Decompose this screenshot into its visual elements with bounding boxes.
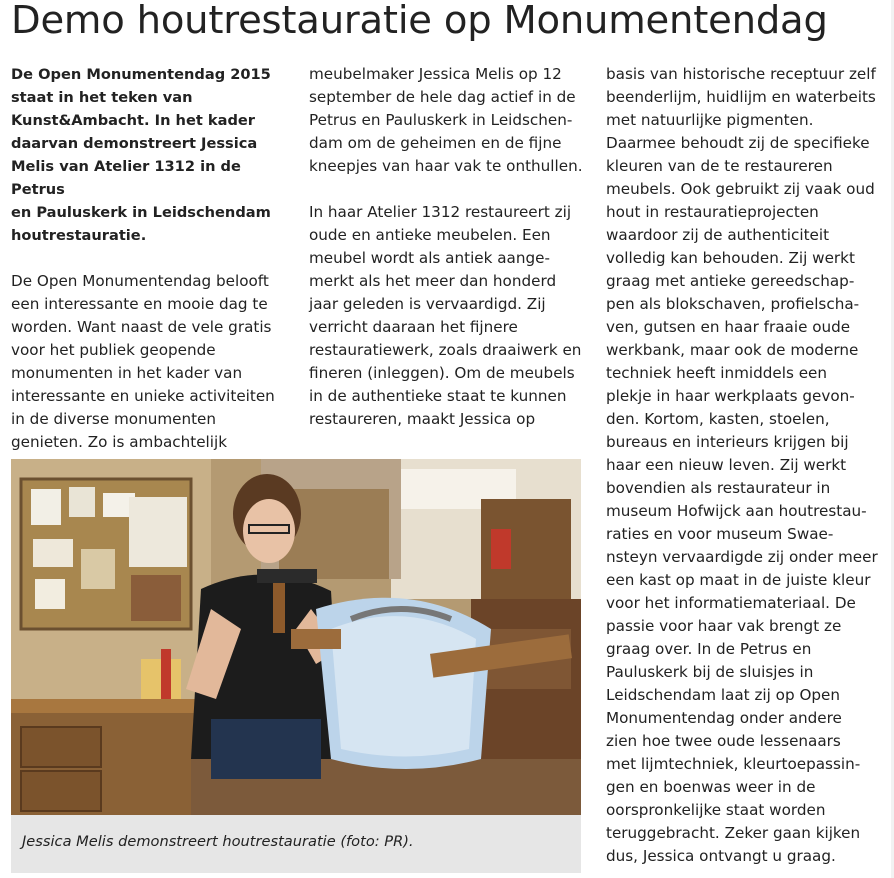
text-line: dam om de geheimen en de fijne bbox=[309, 134, 562, 152]
text-line: raties en voor museum Swae- bbox=[606, 525, 834, 543]
text-line: plekje in haar werkplaats gevon- bbox=[606, 387, 855, 405]
text-line: met natuurlijke pigmenten. bbox=[606, 111, 814, 129]
text-line: monumenten in het kader van bbox=[11, 364, 243, 382]
text-line: bureaus en interieurs krijgen bij bbox=[606, 433, 849, 451]
text-line: passie voor haar vak brengt ze bbox=[606, 617, 842, 635]
text-line: restaureren, maakt Jessica op bbox=[309, 410, 536, 428]
article-body-paragraph bbox=[309, 201, 590, 431]
text-line: verricht daaraan het fijnere bbox=[309, 318, 518, 336]
article-lead bbox=[11, 63, 291, 247]
text-line: haar een nieuw leven. Zij werkt bbox=[606, 456, 847, 474]
text-line: waardoor zij de authenticiteit bbox=[606, 226, 830, 244]
text-line: De Open Monumentendag 2015 bbox=[11, 66, 271, 83]
text-line: fineren (inleggen). Om de meubels bbox=[309, 364, 575, 382]
text-line: pen als blokschaven, profielscha- bbox=[606, 295, 860, 313]
text-line: meubelmaker Jessica Melis op 12 bbox=[309, 65, 562, 83]
article-column-1 bbox=[11, 63, 291, 454]
text-line: Monumentendag onder andere bbox=[606, 709, 842, 727]
article-body-paragraph bbox=[309, 63, 590, 178]
text-line: Petrus en Pauluskerk in Leidschen- bbox=[309, 111, 573, 129]
text-line: voor het informatiemateriaal. De bbox=[606, 594, 856, 612]
text-line: een interessante en mooie dag te bbox=[11, 295, 268, 313]
text-line: kleuren van de te restaureren bbox=[606, 157, 833, 175]
text-line: merkt als het meer dan honderd bbox=[309, 272, 557, 290]
text-line: interessante en unieke activiteiten bbox=[11, 387, 275, 405]
text-line: museum Hofwijck aan houtrestau- bbox=[606, 502, 867, 520]
text-line: graag over. In de Petrus en bbox=[606, 640, 812, 658]
text-line: met lijmtechniek, kleurtoepassin- bbox=[606, 755, 861, 773]
text-line: techniek heeft inmiddels een bbox=[606, 364, 828, 382]
text-line: ven, gutsen en haar fraaie oude bbox=[606, 318, 851, 336]
text-line: worden. Want naast de vele gratis bbox=[11, 318, 272, 336]
text-line: werkbank, maar ook de moderne bbox=[606, 341, 859, 359]
article-photo bbox=[11, 459, 581, 815]
text-line: den. Kortom, kasten, stoelen, bbox=[606, 410, 830, 428]
text-line: beenderlijm, huidlijm en waterbeits bbox=[606, 88, 876, 106]
text-line: zien hoe twee oude lessenaars bbox=[606, 732, 841, 750]
text-line: oorspronkelijke staat worden bbox=[606, 801, 826, 819]
text-line: in de diverse monumenten bbox=[11, 410, 217, 428]
article-column-3 bbox=[606, 63, 888, 868]
article-column-2 bbox=[309, 63, 590, 431]
text-line: Melis van Atelier 1312 in de Petrus bbox=[11, 158, 241, 198]
text-line: staat in het teken van bbox=[11, 89, 193, 106]
text-line: genieten. Zo is ambachtelijk bbox=[11, 433, 228, 451]
article-photo-block bbox=[11, 459, 581, 873]
text-line: basis van historische receptuur zelf bbox=[606, 65, 876, 83]
text-line: een kast op maat in de juiste kleur bbox=[606, 571, 871, 589]
text-line: september de hele dag actief in de bbox=[309, 88, 576, 106]
text-line: jaar geleden is vervaardigd. Zij bbox=[309, 295, 546, 313]
text-line: restauratiewerk, zoals draaiwerk en bbox=[309, 341, 582, 359]
text-line: meubel wordt als antiek aange- bbox=[309, 249, 550, 267]
text-line: meubels. Ook gebruikt zij vaak oud bbox=[606, 180, 875, 198]
text-line: kneepjes van haar vak te onthullen. bbox=[309, 157, 583, 175]
text-line: voor het publiek geopende bbox=[11, 341, 216, 359]
text-line: bovendien als restaurateur in bbox=[606, 479, 831, 497]
photo-caption: Jessica Melis demonstreert houtrestauratie (foto: PR). bbox=[22, 833, 414, 850]
article-headline: Demo houtrestauratie op Monumentendag bbox=[11, 0, 828, 43]
text-line: De Open Monumentendag belooft bbox=[11, 272, 269, 290]
text-line: Daarmee behoudt zij de specifieke bbox=[606, 134, 870, 152]
text-line: en Pauluskerk in Leidschendam bbox=[11, 204, 271, 221]
text-line: oude en antieke meubelen. Een bbox=[309, 226, 551, 244]
text-line: dus, Jessica ontvangt u graag. bbox=[606, 847, 836, 865]
text-line: gen en boenwas weer in de bbox=[606, 778, 816, 796]
text-line: daarvan demonstreert Jessica bbox=[11, 135, 258, 152]
text-line: in de authentieke staat te kunnen bbox=[309, 387, 567, 405]
text-line: Pauluskerk bij de sluisjes in bbox=[606, 663, 814, 681]
text-line: teruggebracht. Zeker gaan kijken bbox=[606, 824, 861, 842]
text-line: volledig kan behouden. Zij werkt bbox=[606, 249, 855, 267]
text-line: Kunst&Ambacht. In het kader bbox=[11, 112, 255, 129]
text-line: In haar Atelier 1312 restaureert zij bbox=[309, 203, 572, 221]
text-line: graag met antieke gereedschap- bbox=[606, 272, 855, 290]
text-line: hout in restauratieprojecten bbox=[606, 203, 819, 221]
article-body-paragraph bbox=[11, 270, 291, 454]
text-line: houtrestauratie. bbox=[11, 227, 147, 244]
text-line: Leidschendam laat zij op Open bbox=[606, 686, 841, 704]
text-line: nsteyn vervaardigde zij onder meer bbox=[606, 548, 878, 566]
